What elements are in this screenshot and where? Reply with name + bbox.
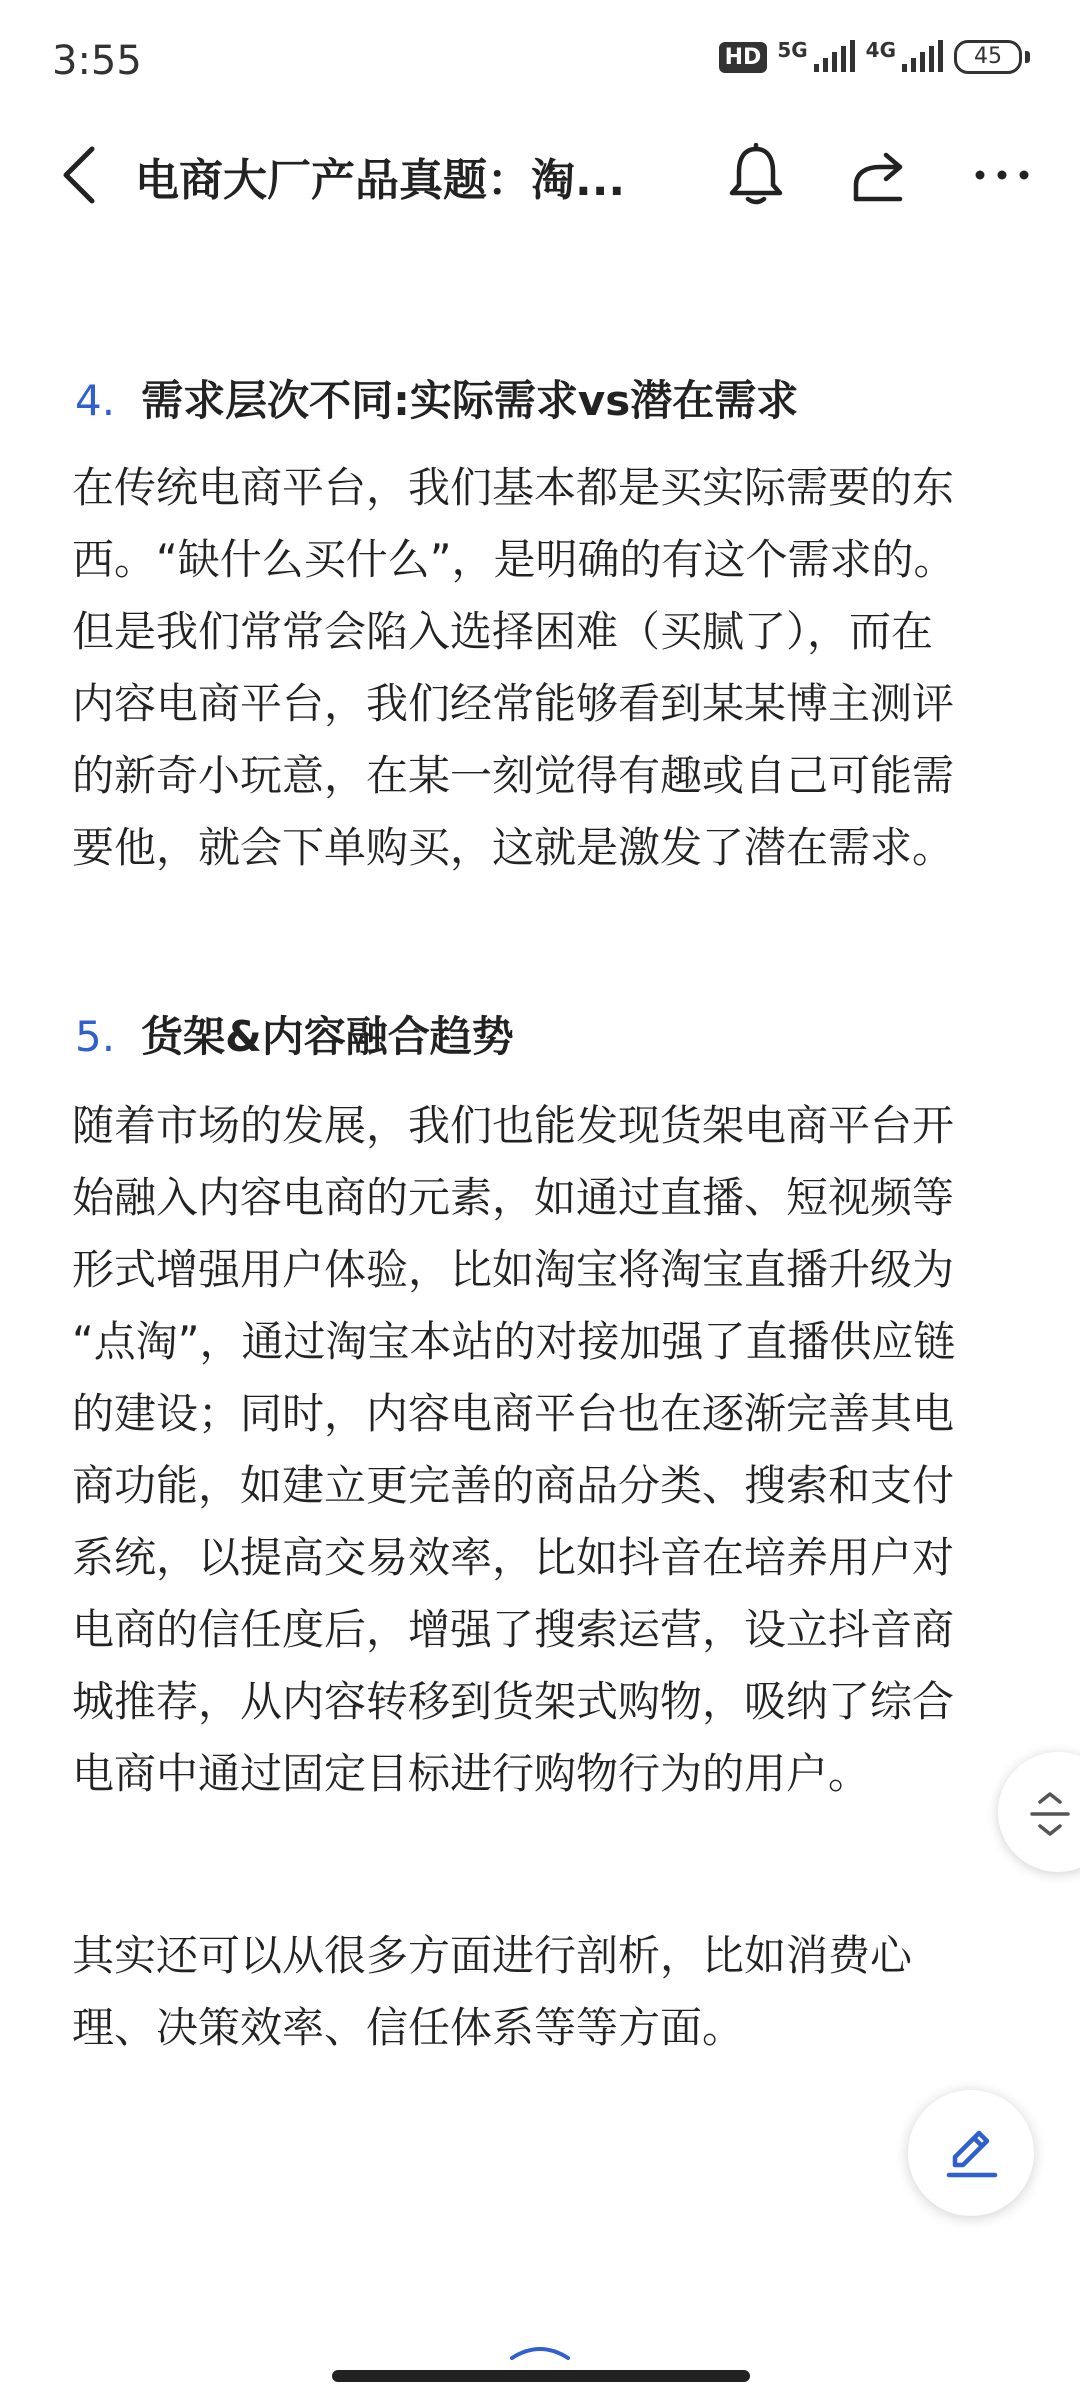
network-4g-label: 4G <box>865 38 896 62</box>
paragraph-line: “点淘”，通过淘宝本站的对接加强了直播供应链 <box>72 1317 956 1366</box>
top-nav-bar <box>0 120 1080 230</box>
heading-number: 5. <box>75 1012 116 1061</box>
bell-icon <box>726 143 786 207</box>
paragraph-line: 电商中通过固定目标进行购物行为的用户。 <box>72 1749 871 1798</box>
paragraph-line: 电商的信任度后，增强了搜索运营，设立抖音商 <box>72 1605 955 1654</box>
status-icons <box>719 40 1030 74</box>
section-heading-4 <box>75 368 798 428</box>
bottom-arc-indicator <box>508 2344 572 2360</box>
edit-button[interactable] <box>908 2090 1034 2216</box>
paragraph-line: 内容电商平台，我们经常能够看到某某博主测评 <box>72 679 955 728</box>
back-button[interactable] <box>50 140 110 210</box>
paragraph-line: 随着市场的发展，我们也能发现货架电商平台开 <box>72 1101 955 1150</box>
paragraph-line: 西。“缺什么买什么”，是明确的有这个需求的。 <box>72 535 956 584</box>
paragraph-closing <box>72 1920 1012 2064</box>
paragraph-line: 其实还可以从很多方面进行剖析，比如消费心 <box>72 1931 913 1980</box>
network-5g-label: 5G <box>777 38 808 62</box>
chevron-left-icon <box>60 145 100 205</box>
paragraph-line: 的建设；同时，内容电商平台也在逐渐完善其电 <box>72 1389 955 1438</box>
paragraph-line: 形式增强用户体验，比如淘宝将淘宝直播升级为 <box>72 1245 955 1294</box>
battery-level: 45 <box>954 40 1022 74</box>
battery-icon <box>954 40 1030 74</box>
status-bar <box>0 0 1080 120</box>
home-indicator[interactable] <box>332 2370 750 2382</box>
heading-title: 货架&内容融合趋势 <box>141 1012 514 1061</box>
paragraph-line: 始融入内容电商的元素，如通过直播、短视频等 <box>72 1173 955 1222</box>
scroll-nav-icon <box>1028 1790 1072 1838</box>
heading-title: 需求层次不同:实际需求vs潜在需求 <box>141 376 799 425</box>
paragraph-line: 系统，以提高交易效率，比如抖音在培养用户对 <box>72 1533 955 1582</box>
page-title: 电商大厂产品真题：淘... <box>135 155 626 206</box>
share-icon <box>850 145 910 205</box>
paragraph-line: 但是我们常常会陷入选择困难（买腻了），而在 <box>72 607 934 656</box>
share-button[interactable] <box>840 140 920 210</box>
paragraph-line: 要他，就会下单购买，这就是激发了潜在需求。 <box>72 823 955 872</box>
paragraph-line: 商功能，如建立更完善的商品分类、搜索和支付 <box>72 1461 955 1510</box>
paragraph-line: 理、决策效率、信任体系等等方面。 <box>72 2003 745 2052</box>
status-time: 3:55 <box>52 38 142 84</box>
paragraph-line: 在传统电商平台，我们基本都是买实际需要的东 <box>72 463 955 512</box>
paragraph-line: 城推荐，从内容转移到货架式购物，吸纳了综合 <box>72 1677 955 1726</box>
more-button[interactable] <box>962 140 1042 210</box>
battery-tip <box>1025 51 1030 63</box>
paragraph-section-5 <box>72 1090 1012 1810</box>
heading-number: 4. <box>75 376 116 425</box>
signal-icon <box>900 40 944 74</box>
section-heading-5 <box>75 1004 514 1064</box>
paragraph-line: 的新奇小玩意，在某一刻觉得有趣或自己可能需 <box>72 751 955 800</box>
more-icon <box>972 165 1032 185</box>
signal-icon <box>812 40 856 74</box>
pencil-icon <box>941 2123 1001 2183</box>
paragraph-section-4 <box>72 452 1012 884</box>
notification-button[interactable] <box>716 140 796 210</box>
hd-badge: HD <box>719 42 768 73</box>
